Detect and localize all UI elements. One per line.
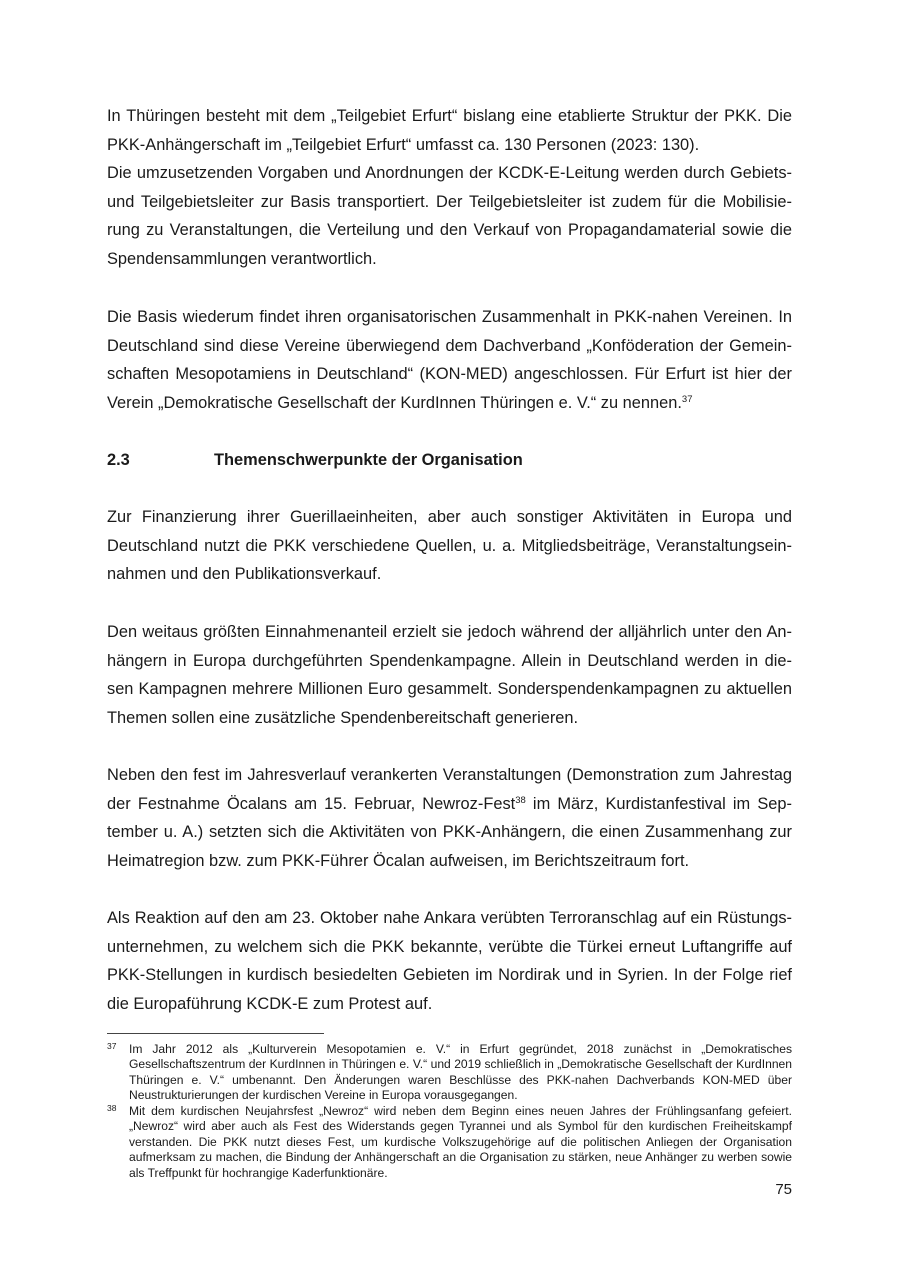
paragraph-finanzierung: Zur Finanzierung ihrer Guerillaeinheiten, aber auch sonstiger Aktivitäten in Europa und Deutschland nutzt die PKK verschiedene Quellen, u. a. Mitgliedsbeiträge, Veranstaltungseinnahmen und den Publikationsverkauf.	[107, 508, 792, 584]
footnote-ref-37[interactable]: 37	[681, 393, 693, 405]
text-block-veranstaltungen	[107, 761, 792, 875]
paragraph-spendenkampagne: Den weitaus größten Einnahmenanteil erzielt sie jedoch während der alljährlich unter den Anhängern in Europa durchgeführten Spendenkampagne. Allein in Deutschland werden in diesen Kampagnen mehrere Millionen Euro gesammelt. Sonderspendenkampagnen zu aktuellen Themen sollen eine zusätzliche Spendenbereitschaft generieren.	[107, 623, 792, 727]
text-block-finanzierung	[107, 503, 792, 589]
footnote-ref-38[interactable]: 38	[515, 794, 526, 806]
section-heading	[107, 446, 792, 474]
section-number: 2.3	[107, 451, 130, 469]
section-title: Themenschwerpunkte der Organisation	[214, 451, 523, 469]
paragraph-veranstaltungen	[107, 761, 792, 875]
text-block-intro	[107, 102, 792, 274]
footnote-number: 38	[107, 1103, 117, 1113]
footnote-divider	[107, 1033, 324, 1034]
paragraph-basis	[107, 303, 792, 417]
footnote-38	[107, 1104, 792, 1181]
paragraph-veranstaltungen-part1: Neben den fest im Jahresverlauf verankerten Veranstaltungen (Demonstration zum Jahrestag der Festnahme Öcalans am 15. Februar, Newroz-Fest	[107, 766, 792, 813]
footnote-text: Im Jahr 2012 als „Kulturverein Mesopotamien e. V.“ in Erfurt gegründet, 2018 zunächst in „Demokratisches Gesellschaftszentrum der KurdInnen in Thüringen e. V.“ und 2019 schließlich in „Demokratische Gesellschaft der KurdInnen Thüringen e. V.“ umbenannt. Den Änderungen waren Beschlüsse des PKK-nahen Dachverbands KON-MED über Neustrukturierungen der kurdischen Vereine in Europa vorausgegangen.	[129, 1042, 792, 1103]
page-number: 75	[775, 1181, 792, 1198]
footnote-text: Mit dem kurdischen Neujahrsfest „Newroz“ wird neben dem Beginn eines neuen Jahres der Frühlingsanfang gefeiert. „Newroz“ wird aber auch als Fest des Widerstands gegen Tyrannei und als Symbol für den kurdischen Freiheitskampf verstanden. Die PKK nutzt dieses Fest, um kurdische Volkszugehörige auf die politischen Anliegen der Organisation aufmerksam zu machen, die Bindung der Anhängerschaft an die Organisation zu stärken, neue Anhänger zu werben sowie als Treffpunkt für hochrangige Kaderfunktionäre.	[129, 1104, 792, 1180]
paragraph-vorgaben: Die umzusetzenden Vorgaben und Anordnungen der KCDK-E-Leitung werden durch Gebiets- und Teilgebietsleiter zur Basis transportiert. Der Teilgebietsleiter ist zudem für die Mobilisierung zu Veranstaltungen, die Verteilung und den Verkauf von Propagandamaterial sowie die Spendensammlungen verantwortlich.	[107, 164, 792, 268]
paragraph-reaktion: Als Reaktion auf den am 23. Oktober nahe Ankara verübten Terroranschlag auf ein Rüstungsunternehmen, zu welchem sich die PKK bekannte, verübte die Türkei erneut Luftangriffe auf PKK-Stellungen in kurdisch besiedelten Gebieten im Nordirak und in Syrien. In der Folge rief die Europaführung KCDK-E zum Protest auf.	[107, 909, 792, 1013]
paragraph-teilgebiet: In Thüringen besteht mit dem „Teilgebiet Erfurt“ bislang eine etablierte Struktur der PKK. Die PKK-Anhängerschaft im „Teilgebiet Erfurt“ umfasst ca. 130 Personen (2023: 130).	[107, 107, 792, 154]
footnote-number: 37	[107, 1041, 117, 1051]
text-block-spenden	[107, 618, 792, 732]
footnote-37	[107, 1042, 792, 1104]
text-block-reaktion	[107, 904, 792, 1018]
paragraph-basis-text: Die Basis wiederum findet ihren organisatorischen Zusammenhalt in PKK-nahen Vereinen. In Deutschland sind diese Vereine überwiegend dem Dachverband „Konföderation der Gemeinschaften Mesopotamiens in Deutschland“ (KON-MED) angeschlossen. Für Erfurt ist hier der Verein „Demokratische Gesellschaft der KurdInnen Thüringen e. V.“ zu nennen.	[107, 308, 792, 412]
text-block-basis	[107, 303, 792, 417]
paragraph-veranstaltungen-part2: im März, Kurdistanfestival im September u. A.) setzten sich die Aktivitäten von PKK-Anhängern, die einen Zusammenhang zur Heimatregion bzw. zum PKK-Führer Öcalan aufweisen, im Berichtszeitraum fort.	[107, 794, 792, 870]
